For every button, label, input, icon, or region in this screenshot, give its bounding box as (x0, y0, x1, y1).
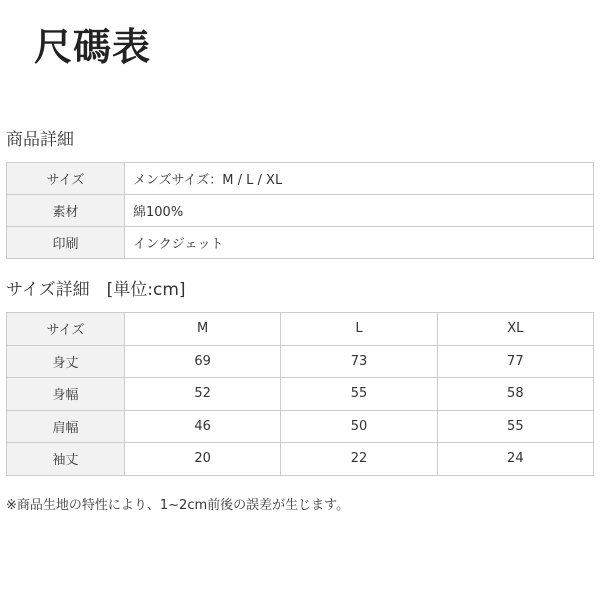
header-label: サイズ (7, 313, 125, 346)
row-label: 素材 (7, 195, 125, 227)
table-cell: 52 (125, 378, 281, 411)
table-header-row (7, 313, 594, 346)
row-value: インクジェット (125, 227, 594, 259)
row-label: 肩幅 (7, 410, 125, 443)
table-row (7, 345, 594, 378)
column-header: L (281, 313, 437, 346)
table-cell: 22 (281, 443, 437, 476)
table-cell: 20 (125, 443, 281, 476)
table-row (7, 410, 594, 443)
size-details-heading: サイズ詳細 [単位:cm] (6, 280, 186, 300)
size-chart-table (6, 312, 594, 476)
table-row (7, 443, 594, 476)
row-value: メンズサイズ：M / L / XL (125, 163, 594, 195)
table-cell: 55 (437, 410, 593, 443)
row-label: 身丈 (7, 345, 125, 378)
product-details-table (6, 162, 594, 259)
table-cell: 73 (281, 345, 437, 378)
row-label: サイズ (7, 163, 125, 195)
table-cell: 55 (281, 378, 437, 411)
table-cell: 24 (437, 443, 593, 476)
table-cell: 58 (437, 378, 593, 411)
table-cell: 77 (437, 345, 593, 378)
row-label: 印刷 (7, 227, 125, 259)
row-value: 綿100% (125, 195, 594, 227)
row-label: 身幅 (7, 378, 125, 411)
size-tolerance-note: ※商品生地の特性により、1~2cm前後の誤差が生じます。 (6, 498, 350, 513)
table-cell: 50 (281, 410, 437, 443)
table-row (7, 195, 594, 227)
table-row (7, 378, 594, 411)
column-header: M (125, 313, 281, 346)
row-label: 袖丈 (7, 443, 125, 476)
page-title: 尺碼表 (34, 25, 152, 69)
product-details-heading: 商品詳細 (6, 130, 74, 150)
table-row (7, 163, 594, 195)
column-header: XL (437, 313, 593, 346)
table-cell: 46 (125, 410, 281, 443)
table-cell: 69 (125, 345, 281, 378)
table-row (7, 227, 594, 259)
